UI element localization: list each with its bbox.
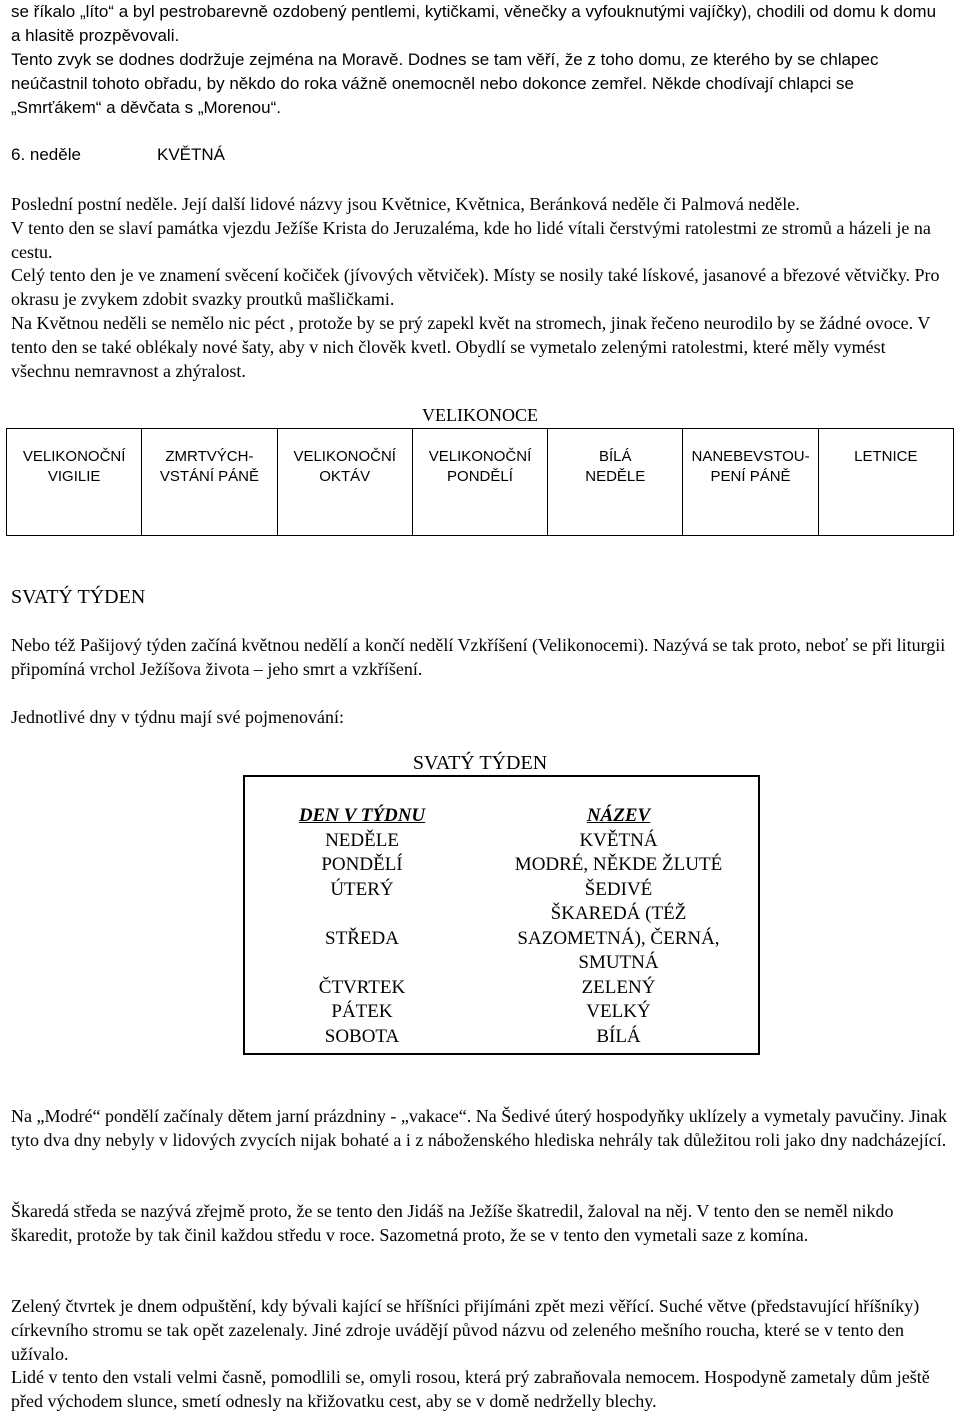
easter-cell: LETNICE [854,448,918,465]
easter-cell: BÍLÁ NEDĚLE [548,429,683,535]
easter-period-diagram [6,428,954,536]
paragraph: Zelený čtvrtek je dnem odpuštění, kdy bývali kající se hříšníci přijímáni zpět mezi věřící. Suché větve (představující hříšníky) církevního stromu se tak opět zazelenaly. Jiné zdroje uvádějí původ názvu od zeleného mešního roucha, které se v tento den užívalo. [11,1296,920,1364]
paragraph: Na Květnou neděli se nemělo nic péct , protože by se prý zapekl květ na stromech, jinak řečeno neurodilo by se žádné ovoce. V tento den se také oblékaly nové šaty, aby v nich člověk kvetl. Obydlí se vymetalo zelenými ratolestmi, které měly vymést všechnu nemravnost a zhýralost. [11,313,931,381]
table-row: PÁTEK VELKÝ [331,1001,651,1022]
easter-cell: ZMRTVÝCH- VSTÁNÍ PÁNĚ [142,429,277,535]
table-row: ÚTERÝ ŠEDIVÉ [330,878,653,900]
intro-paragraph: se říkalo „líto“ a byl pestrobarevně ozdobený pentlemi, kytičkami, věnečky a vyfouknutými vajíčky), chodili od domu k domu a hlasitě prozpěvovali. [11,2,937,45]
column-header-name: NÁZEV [586,805,651,826]
table-row: SOBOTA BÍLÁ [324,1025,641,1047]
section-heading: SVATÝ TÝDEN [11,586,146,608]
sunday-number: 6. neděle [11,145,81,164]
paragraph: Na „Modré“ pondělí začínaly dětem jarní prázdniny - „vakace“. Na Šedivé úterý hospodyňky uklízely a vymetaly pavučiny. Jinak tyto dva dny nebyly v lidových zvycích nijak bohaté a i z náboženského hlediska nehrály tak důležitou roli jako dny nadcházející. [11,1106,947,1150]
paragraph: Lidé v tento den vstali velmi časně, pomodlili se, omyli rosou, která prý zabraňovala nemocem. Hospodyně zametaly dům ještě před východem slunce, smetí odnesly na křižovatku cest, aby se v domě nedrželly blechy. [11,1367,930,1411]
easter-cell: NANEBEVSTOU- PENÍ PÁNĚ [683,429,818,535]
paragraph: Celý tento den je ve znamení svěcení kočiček (jívových větviček). Místy se nosily také lískové, jasanové a březové větvičky. Pro okrasu je zvykem zdobit svazky proutků mašličkami. [11,265,940,309]
holy-week-table [243,775,760,1055]
sunday-name: KVĚTNÁ [157,145,226,164]
paragraph: V tento den se slaví památka vjezdu Ježíše Krista do Jeruzaléma, kde ho lidé vítali čerstvými ratolestmi ze stromů a házeli je na cestu. [11,218,931,262]
paragraph: Poslední postní neděle. Její další lidové názvy jsou Květnice, Květnica, Beránková neděle či Palmová neděle. [11,194,800,214]
table-row: ČTVRTEK ZELENÝ [318,976,656,998]
easter-cell: VELIKONOČNÍ VIGILIE [7,429,142,535]
paragraph: Škaredá středa se nazývá zřejmě proto, že se tento den Jidáš na Ježíše škatredil, žaloval na něj. V tento den se neměl nikdo škaredit, protože by tak činil každou středu v roce. Sazometná proto, že se v tento den vymetali saze z komína. [11,1201,894,1245]
paragraph: Nebo též Pašijový týden začíná květnou nedělí a končí nedělí Vzkříšení (Velikonocemi). Nazývá se tak proto, neboť se při liturgii připomíná vrchol Ježíšova života – jeho smrt a vzkříšení. [11,635,946,679]
intro-paragraph: Tento zvyk se dodnes dodržuje zejména na Moravě. Dodnes se tam věří, že z toho domu, ze kterého by se chlapec neúčastnil tohoto obřadu, by někdo do roka vážně onemocněl nebo dokonce zemřel. Někde chodívají chlapci se „Smrťákem“ a děvčata s „Morenou“. [11,50,879,117]
easter-cell: VELIKONOČNÍ PONDĚLÍ [413,429,548,535]
table-row: NEDĚLE KVĚTNÁ [325,829,658,851]
column-header-day: DEN V TÝDNU [298,805,426,826]
table-row: PONDĚLÍ MODRÉ, NĚKDE ŽLUTÉ [321,854,723,875]
easter-title: VELIKONOCE [422,405,538,425]
sunday-heading [11,143,225,167]
table-row: STŘEDA ŠKAREDÁ (TÉŽ SAZOMETNÁ), ČERNÁ, SMUTNÁ [325,903,720,973]
table-title: SVATÝ TÝDEN [412,752,548,774]
paragraph: Jednotlivé dny v týdnu mají své pojmenování: [11,707,344,727]
easter-cell: VELIKONOČNÍ OKTÁV [278,429,413,535]
